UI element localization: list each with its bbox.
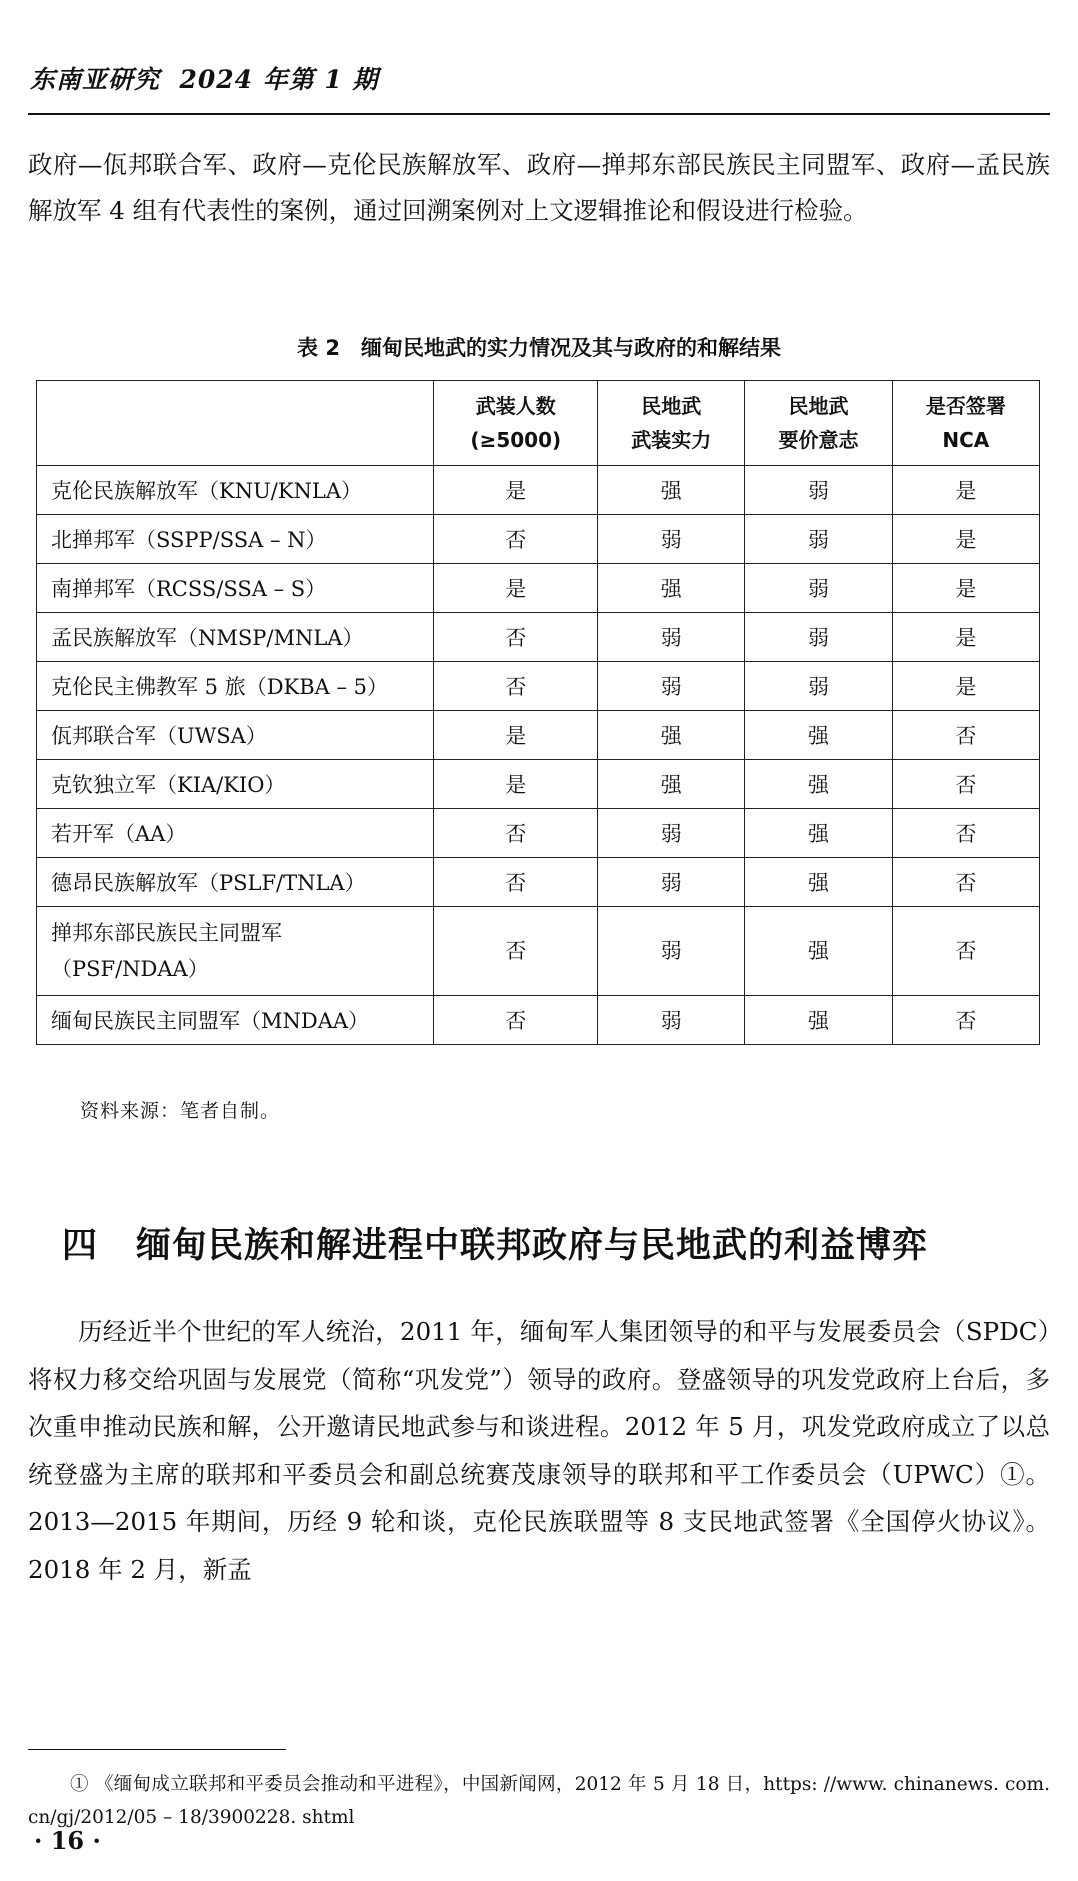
row-will: 强: [745, 809, 892, 858]
row-nca: 否: [892, 711, 1039, 760]
row-nca: 否: [892, 809, 1039, 858]
table-caption: 表 2 缅甸民地武的实力情况及其与政府的和解结果: [297, 336, 781, 360]
row-will: 弱: [745, 515, 892, 564]
page-number: · 16 ·: [34, 1826, 101, 1855]
row-will: 弱: [745, 662, 892, 711]
row-name: 孟民族解放军（NMSP/MNLA）: [37, 613, 434, 662]
row-count: 否: [434, 809, 598, 858]
row-nca: 是: [892, 466, 1039, 515]
row-count: 否: [434, 613, 598, 662]
row-count: 是: [434, 760, 598, 809]
issue-label: 2024 年第 1 期: [179, 65, 379, 94]
row-nca: 否: [892, 907, 1039, 996]
table-header-row: [37, 381, 1040, 466]
row-strength: 弱: [598, 809, 745, 858]
intro-paragraph: 政府—佤邦联合军、政府—克伦民族解放军、政府—掸邦东部民族民主同盟军、政府—孟民族解放军 4 组有代表性的案例，通过回溯案例对上文逻辑推论和假设进行检验。: [28, 150, 1050, 225]
row-will: 强: [745, 996, 892, 1045]
militia-table: [36, 380, 1040, 1045]
body-paragraph: 历经近半个世纪的军人统治，2011 年，缅甸军人集团领导的和平与发展委员会（SPDC）将权力移交给巩固与发展党（简称“巩发党”）领导的政府。登盛领导的巩发党政府上台后，多次重申推动民族和解，公开邀请民地武参与和谈进程。2012 年 5 月，巩发党政府成立了以总统登盛为主席的联邦和平委员会和副总统赛茂康领导的联邦和平工作委员会（UPWC）①。2013—2015 年期间，历经 9 轮和谈，克伦民族联盟等 8 支民地武签署《全国停火协议》。2018 年 2 月，新孟: [28, 1317, 1051, 1584]
row-strength: 弱: [598, 858, 745, 907]
row-strength: 弱: [598, 613, 745, 662]
table-row: [37, 711, 1040, 760]
table-row: [37, 858, 1040, 907]
section-heading: [62, 1218, 928, 1268]
header-cell-armed-count: 武装人数 (≥5000): [434, 381, 598, 466]
row-count: 否: [434, 515, 598, 564]
row-strength: 弱: [598, 996, 745, 1045]
row-strength: 强: [598, 466, 745, 515]
row-nca: 否: [892, 760, 1039, 809]
row-nca: 是: [892, 564, 1039, 613]
row-count: 是: [434, 466, 598, 515]
header-cell-strength: 民地武 武装实力: [598, 381, 745, 466]
row-name: 德昂民族解放军（PSLF/TNLA）: [37, 858, 434, 907]
row-name: 南掸邦军（RCSS/SSA – S）: [37, 564, 434, 613]
footnote-text: 《缅甸成立联邦和平委员会推动和平进程》，中国新闻网，2012 年 5 月 18 日，https: //www. chinanews. com. cn/gj/2012/05 – 18/3900228. shtml: [28, 1774, 1050, 1828]
footnote: [28, 1768, 1050, 1834]
row-name: 掸邦东部民族民主同盟军 （PSF/NDAA）: [37, 907, 434, 996]
row-count: 是: [434, 564, 598, 613]
row-strength: 强: [598, 711, 745, 760]
table-row: [37, 760, 1040, 809]
row-strength: 弱: [598, 515, 745, 564]
row-will: 强: [745, 760, 892, 809]
row-strength: 强: [598, 564, 745, 613]
row-will: 弱: [745, 466, 892, 515]
row-count: 否: [434, 996, 598, 1045]
table-row: [37, 466, 1040, 515]
table-row: [37, 662, 1040, 711]
row-name: 克伦民主佛教军 5 旅（DKBA – 5）: [37, 662, 434, 711]
running-header: [30, 60, 379, 96]
row-name: 佤邦联合军（UWSA）: [37, 711, 434, 760]
row-count: 否: [434, 858, 598, 907]
row-will: 弱: [745, 613, 892, 662]
row-will: 强: [745, 907, 892, 996]
row-name: 克钦独立军（KIA/KIO）: [37, 760, 434, 809]
journal-name: 东南亚研究: [30, 65, 161, 94]
row-nca: 是: [892, 662, 1039, 711]
row-nca: 否: [892, 996, 1039, 1045]
table-source-note: 资料来源：笔者自制。: [80, 1100, 281, 1122]
row-nca: 是: [892, 515, 1039, 564]
row-nca: 否: [892, 858, 1039, 907]
section-number: 四: [62, 1226, 99, 1266]
table-row: [37, 907, 1040, 996]
row-name: 克伦民族解放军（KNU/KNLA）: [37, 466, 434, 515]
row-count: 否: [434, 907, 598, 996]
row-count: 否: [434, 662, 598, 711]
footnote-ref[interactable]: ①: [1000, 1459, 1026, 1489]
header-rule: [28, 113, 1050, 115]
row-count: 是: [434, 711, 598, 760]
row-will: 强: [745, 711, 892, 760]
row-nca: 是: [892, 613, 1039, 662]
footnote-mark: ①: [70, 1774, 89, 1795]
row-strength: 强: [598, 760, 745, 809]
row-will: 弱: [745, 564, 892, 613]
table-row: [37, 996, 1040, 1045]
row-name: 缅甸民族民主同盟军（MNDAA）: [37, 996, 434, 1045]
table-row: [37, 515, 1040, 564]
row-strength: 弱: [598, 907, 745, 996]
header-cell-blank: [37, 381, 434, 466]
table-row: [37, 564, 1040, 613]
table-row: [37, 809, 1040, 858]
header-cell-will: 民地武 要价意志: [745, 381, 892, 466]
header-cell-nca: 是否签署 NCA: [892, 381, 1039, 466]
row-strength: 弱: [598, 662, 745, 711]
row-name: 若开军（AA）: [37, 809, 434, 858]
row-name: 北掸邦军（SSPP/SSA – N）: [37, 515, 434, 564]
footnote-rule: [28, 1749, 286, 1750]
row-will: 强: [745, 858, 892, 907]
table-row: [37, 613, 1040, 662]
section-title-text: 缅甸民族和解进程中联邦政府与民地武的利益博弈: [136, 1226, 929, 1266]
